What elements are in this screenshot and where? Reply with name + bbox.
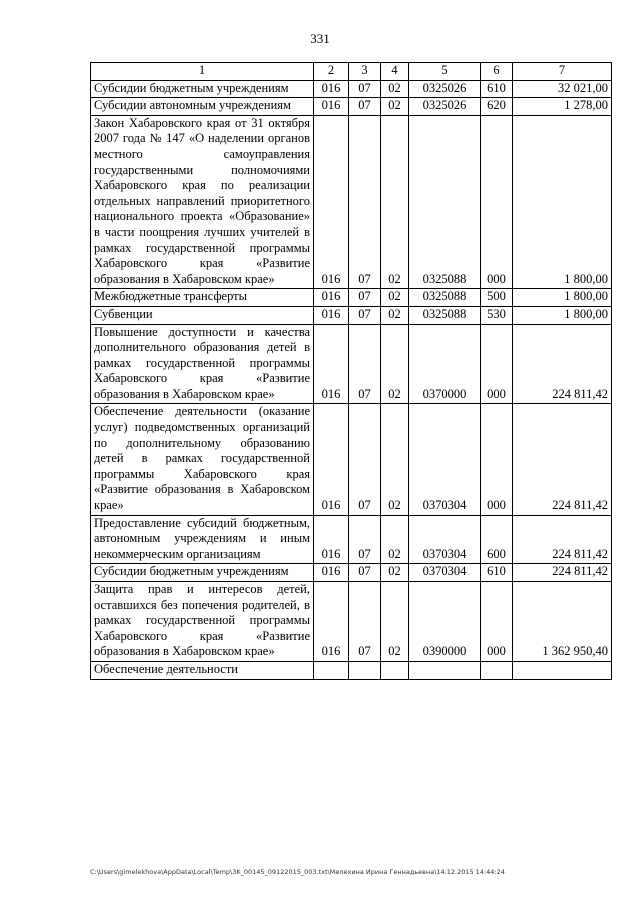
row-name-cell: Предоставление субсидий бюджетным, автономным учреждениям и иным некоммерческим организациям [91,515,314,564]
ministry-code-cell: 016 [314,289,349,307]
ministry-code-cell: 016 [314,306,349,324]
section-code-cell: 07 [349,564,381,582]
amount-cell [513,661,612,679]
subsection-code-cell: 02 [381,324,409,404]
amount-cell: 224 811,42 [513,324,612,404]
section-code-cell: 07 [349,80,381,98]
row-name-cell: Субвенции [91,306,314,324]
table-row [91,564,612,582]
amount-cell: 1 800,00 [513,115,612,289]
row-name-cell: Субсидии бюджетным учреждениям [91,80,314,98]
target-article-cell: 0370304 [409,515,481,564]
expense-type-cell: 500 [481,289,513,307]
amount-cell: 224 811,42 [513,564,612,582]
table-row [91,306,612,324]
row-name-cell: Межбюджетные трансферты [91,289,314,307]
row-name-cell: Повышение доступности и качества дополнительного образования детей в рамках государственной программы Хабаровского края «Развитие образования в Хабаровском крае» [91,324,314,404]
target-article-cell: 0370304 [409,564,481,582]
subsection-code-cell: 02 [381,306,409,324]
ministry-code-cell: 016 [314,515,349,564]
table-row [91,115,612,289]
target-article-cell: 0370304 [409,404,481,515]
table-row [91,80,612,98]
subsection-code-cell: 02 [381,115,409,289]
column-header: 4 [381,63,409,81]
table-row [91,582,612,662]
table-row [91,289,612,307]
ministry-code-cell: 016 [314,404,349,515]
target-article-cell: 0370000 [409,324,481,404]
amount-cell: 1 800,00 [513,289,612,307]
section-code-cell: 07 [349,324,381,404]
row-name-cell: Защита прав и интересов детей, оставшихся без попечения родителей, в рамках государственной программы Хабаровского края «Развитие образования в Хабаровском крае» [91,582,314,662]
amount-cell: 32 021,00 [513,80,612,98]
amount-cell: 1 278,00 [513,98,612,116]
page-number: 331 [310,31,330,46]
subsection-code-cell: 02 [381,404,409,515]
amount-cell: 224 811,42 [513,515,612,564]
table-header-row [91,63,612,81]
ministry-code-cell: 016 [314,582,349,662]
table-row [91,324,612,404]
amount-cell: 224 811,42 [513,404,612,515]
section-code-cell [349,661,381,679]
expense-type-cell: 000 [481,115,513,289]
subsection-code-cell: 02 [381,98,409,116]
section-code-cell: 07 [349,115,381,289]
row-name-cell: Субсидии автономным учреждениям [91,98,314,116]
target-article-cell: 0325026 [409,98,481,116]
column-header: 7 [513,63,612,81]
budget-table [90,62,612,680]
column-header: 6 [481,63,513,81]
column-header: 2 [314,63,349,81]
expense-type-cell: 530 [481,306,513,324]
column-header: 3 [349,63,381,81]
ministry-code-cell: 016 [314,564,349,582]
subsection-code-cell: 02 [381,582,409,662]
subsection-code-cell: 02 [381,564,409,582]
subsection-code-cell [381,661,409,679]
row-name-cell: Субсидии бюджетным учреждениям [91,564,314,582]
column-header: 1 [91,63,314,81]
table-row [91,661,612,679]
target-article-cell: 0390000 [409,582,481,662]
amount-cell: 1 362 950,40 [513,582,612,662]
row-name-cell: Закон Хабаровского края от 31 октября 2007 года № 147 «О наделении органов местного самоуправления государственными полномочиями Хабаровского края по реализации отдельных направлений приоритетного национального проекта «Образование» в части поощрения лучших учителей в рамках государственной программы Хабаровского края «Развитие образования в Хабаровском крае» [91,115,314,289]
table-row [91,515,612,564]
expense-type-cell: 620 [481,98,513,116]
section-code-cell: 07 [349,98,381,116]
subsection-code-cell: 02 [381,289,409,307]
expense-type-cell: 000 [481,582,513,662]
ministry-code-cell: 016 [314,324,349,404]
target-article-cell: 0325088 [409,289,481,307]
ministry-code-cell [314,661,349,679]
file-path-footer: C:\Users\gimelekhova\AppData\Local\Temp\3K_00145_09122015_003.txt\Мелехина Ирина Геннадьевна\14.12.2015 14:44:24 [90,868,505,876]
subsection-code-cell: 02 [381,80,409,98]
column-header: 5 [409,63,481,81]
table-row [91,98,612,116]
section-code-cell: 07 [349,515,381,564]
expense-type-cell: 610 [481,80,513,98]
expense-type-cell: 610 [481,564,513,582]
target-article-cell: 0325026 [409,80,481,98]
ministry-code-cell: 016 [314,80,349,98]
section-code-cell: 07 [349,306,381,324]
expense-type-cell: 000 [481,404,513,515]
ministry-code-cell: 016 [314,115,349,289]
amount-cell: 1 800,00 [513,306,612,324]
expense-type-cell: 000 [481,324,513,404]
table-row [91,404,612,515]
subsection-code-cell: 02 [381,515,409,564]
row-name-cell: Обеспечение деятельности (оказание услуг) подведомственных организаций по дополнительному образованию детей в рамках государственной программы Хабаровского края «Развитие образования в Хабаровском крае» [91,404,314,515]
section-code-cell: 07 [349,582,381,662]
expense-type-cell [481,661,513,679]
section-code-cell: 07 [349,404,381,515]
target-article-cell: 0325088 [409,306,481,324]
expense-type-cell: 600 [481,515,513,564]
target-article-cell [409,661,481,679]
section-code-cell: 07 [349,289,381,307]
ministry-code-cell: 016 [314,98,349,116]
row-name-cell: Обеспечение деятельности [91,661,314,679]
target-article-cell: 0325088 [409,115,481,289]
